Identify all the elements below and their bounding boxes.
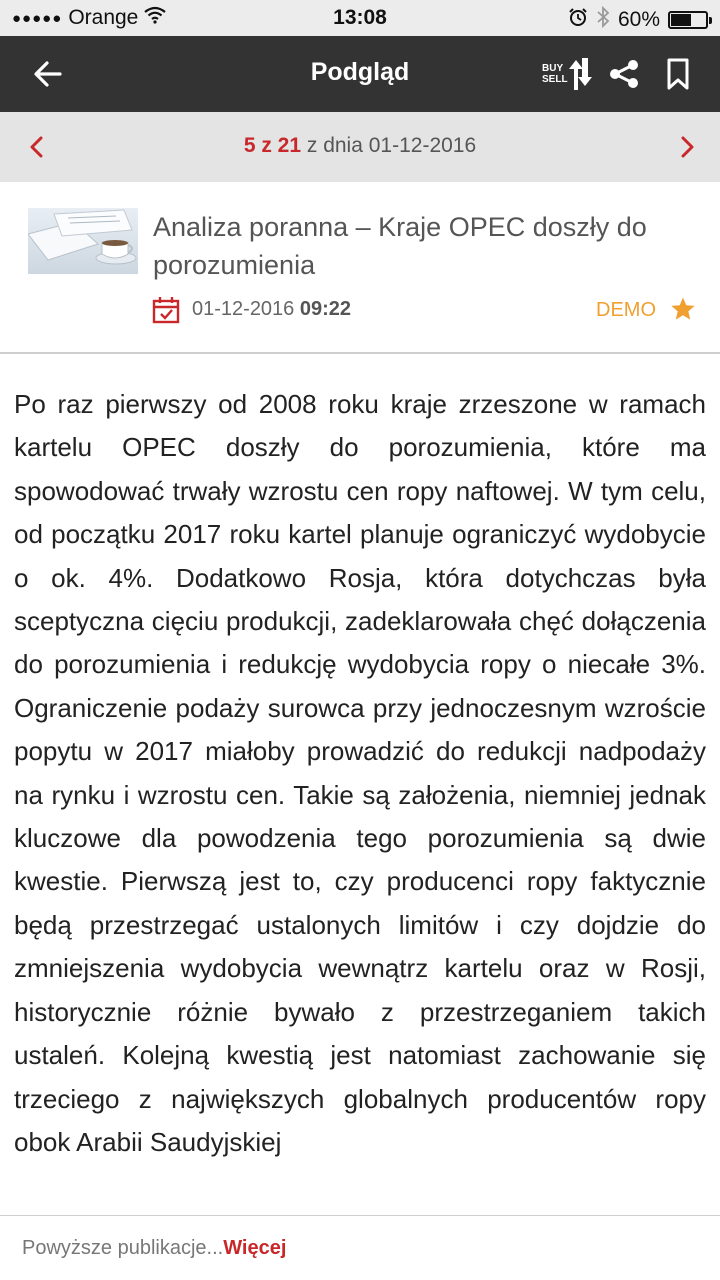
buy-label: BUY: [542, 63, 564, 74]
share-button[interactable]: [604, 54, 644, 94]
status-right: [568, 6, 708, 34]
article-header: [0, 182, 720, 354]
disclaimer-text: Powyższe publikacje...: [22, 1237, 224, 1259]
article-time: 09:22: [299, 298, 352, 320]
back-button[interactable]: [28, 54, 68, 94]
share-icon: [609, 59, 639, 89]
article-body: Po raz pierwszy od 2008 roku kraje zrzeszone w ramach kartelu OPEC doszły do porozumienia, które ma spowodować trwały wzrostu cen ropy naftowej. W tym celu, od początku 2017 roku kartel planuje ograniczyć wydobycie o ok. 4%. Dodatkowo Rosja, która dotychczas była sceptyczna cięciu produkcji, zadeklarowała chęć dołączenia do porozumienia i redukcję wydobycia ropy o niecałe 3%. Ograniczenie podaży surowca przy jednoczesnym wzroście popytu w 2017 miałoby prowadzić do redukcji nadpodaży na rynku i wzrostu cen. Takie są założenia, niemniej jednak kluczowe dla powodzenia tego porozumienia są dwie kwestie. Pierwszą jest to, czy producenci ropy faktycznie będą przestrzegać ustalonych limitów i czy dojdzie do zmniejszenia wydobycia wewnątrz kartelu oraz w Rosji, historycznie różnie bywało z przestrzeganiem takich ustaleń. Kolejną kwestią jest natomiast zachowanie się trzeciego z największych globalnych producentów ropy obok Arabii Saudyjskiej: [14, 389, 706, 1157]
chevron-right-icon: [681, 136, 695, 158]
bookmark-button[interactable]: [658, 54, 698, 94]
disclaimer-footer: [0, 1215, 720, 1280]
footer-text: [22, 1237, 286, 1260]
status-time: 13:08: [333, 6, 387, 29]
article-date: [192, 298, 351, 321]
more-link[interactable]: Więcej: [223, 1237, 287, 1259]
article-meta: [152, 296, 697, 324]
battery-icon: [668, 11, 708, 29]
pager-label: [0, 134, 720, 158]
bluetooth-icon: [596, 6, 610, 34]
article-pager: [0, 112, 720, 182]
signal-strength-icon: ●●●●●: [12, 9, 63, 27]
sell-label: SELL: [542, 74, 568, 85]
battery-level: [671, 14, 691, 26]
buy-sell-arrows-icon: [568, 57, 594, 91]
next-article-button[interactable]: [668, 127, 708, 167]
demo-badge: DEMO: [596, 299, 656, 321]
calendar-check-icon: [152, 296, 180, 324]
alarm-icon: [568, 7, 588, 33]
pager-position: 5 z 21: [243, 134, 302, 157]
app-bar: [0, 36, 720, 112]
buy-sell-button[interactable]: [542, 54, 602, 94]
battery-percent: 60%: [617, 8, 660, 31]
bookmark-icon: [667, 58, 689, 90]
battery-tip: [709, 17, 712, 24]
carrier-name: Orange: [68, 6, 139, 29]
page-title: Podgląd: [310, 58, 410, 86]
buy-sell-icon: [542, 63, 568, 85]
article-title: Analiza poranna – Kraje OPEC doszły do porozumienia: [153, 212, 647, 280]
article-date-value: 01-12-2016: [192, 298, 295, 320]
back-arrow-icon: [34, 61, 62, 87]
star-icon[interactable]: [670, 296, 696, 322]
status-bar: [0, 0, 720, 36]
pager-date: z dnia 01-12-2016: [301, 134, 477, 157]
article-thumbnail: [28, 208, 138, 274]
